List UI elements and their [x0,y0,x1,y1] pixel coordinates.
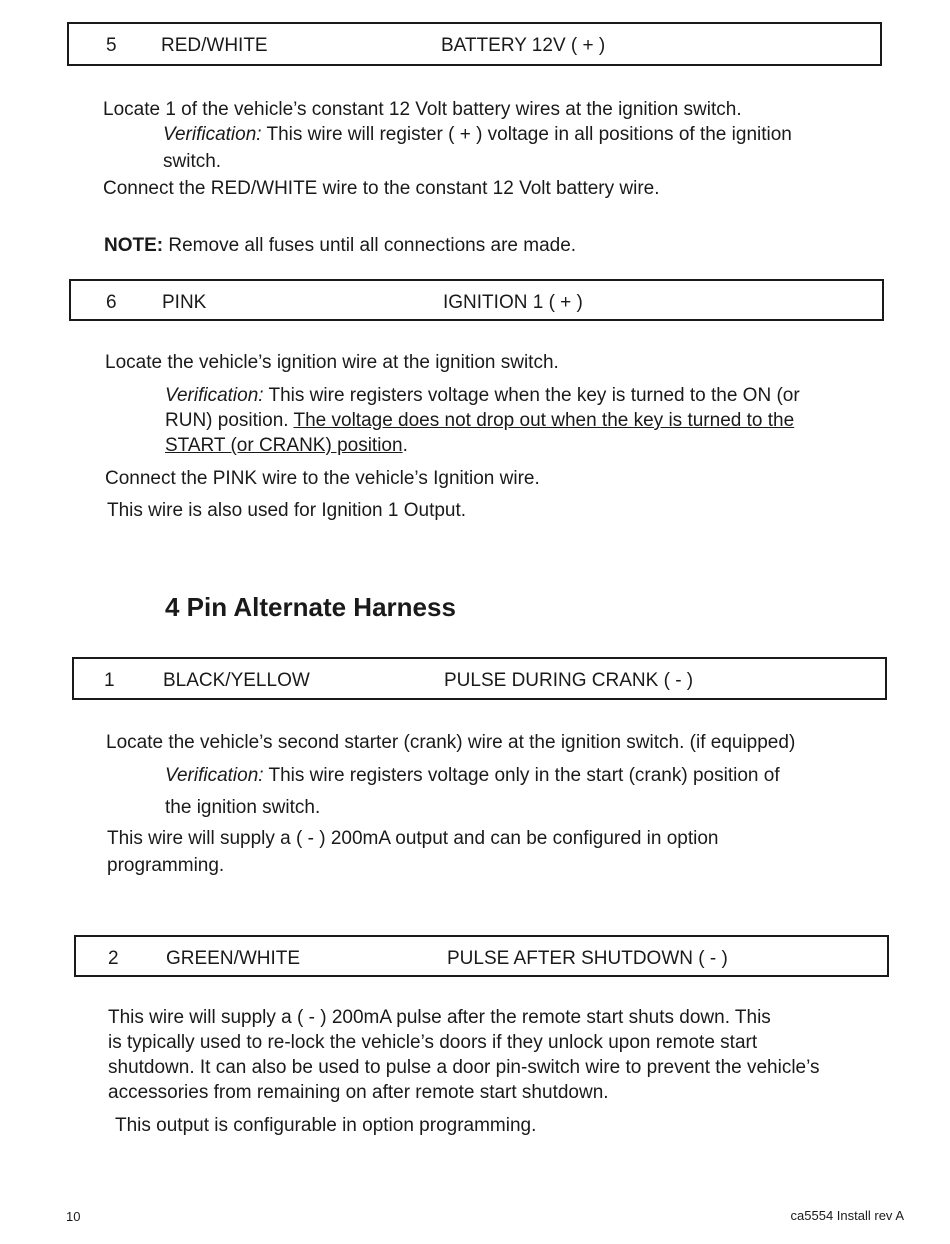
wire-pin: 2 [108,948,119,969]
section3-locate: Locate the vehicle’s second starter (crank) wire at the ignition switch. (if equipped) [106,732,796,753]
section4-line1: This wire will supply a ( - ) 200mA pulse after the remote start shuts down. This [108,1007,771,1028]
wire-row-red-white [67,22,882,66]
section3-supply-line1: This wire will supply a ( - ) 200mA output and can be configured in option [107,828,719,849]
note: NOTE: Remove all fuses until all connections are made. [104,235,577,256]
section2-verification-line1: Verification: This wire registers voltage when the key is turned to the ON (or [165,385,800,406]
section3-supply-line2: programming. [107,855,225,876]
section4-line2: is typically used to re-lock the vehicle’s doors if they unlock upon remote start [108,1032,758,1053]
section2-locate: Locate the vehicle’s ignition wire at the ignition switch. [105,352,559,373]
wire-row-green-white [74,935,889,977]
wire-pin: 1 [104,670,115,691]
wire-function: IGNITION 1 ( + ) [443,292,583,313]
wire-color: RED/WHITE [161,35,268,56]
section3-verification-line2: the ignition switch. [165,797,321,818]
section2-verification-line3: START (or CRANK) position. [165,435,408,456]
wire-function: BATTERY 12V ( + ) [441,35,606,56]
section2-connect: Connect the PINK wire to the vehicle’s Ignition wire. [105,468,540,489]
section1-verification-line1: Verification: This wire will register ( + ) voltage in all positions of the ignition [163,124,792,145]
wire-row-black-yellow [72,657,887,700]
section4-line4: accessories from remaining on after remote start shutdown. [108,1082,609,1103]
wire-pin: 6 [106,292,117,313]
verification-label: Verification: [165,385,264,406]
wire-color: BLACK/YELLOW [163,670,310,691]
section4-line5: This output is configurable in option programming. [115,1115,537,1136]
section2-verification-line2: RUN) position. The voltage does not drop out when the key is turned to the [165,410,795,431]
section4-line3: shutdown. It can also be used to pulse a door pin-switch wire to prevent the vehicle’s [108,1057,820,1078]
section-heading: 4 Pin Alternate Harness [165,592,456,622]
verification-label: Verification: [165,765,264,786]
wire-color: GREEN/WHITE [166,948,301,969]
section3-verification-line1: Verification: This wire registers voltage only in the start (crank) position of [165,765,780,786]
page-number: 10 [66,1209,81,1224]
section1-locate: Locate 1 of the vehicle’s constant 12 Volt battery wires at the ignition switch. [103,99,742,120]
verification-label: Verification: [163,124,262,145]
section1-connect: Connect the RED/WHITE wire to the constant 12 Volt battery wire. [103,178,660,199]
note-label: NOTE: [104,235,164,256]
section1-verification-line2: switch. [163,151,222,172]
section2-also: This wire is also used for Ignition 1 Output. [107,500,467,521]
wire-row-pink [69,279,884,321]
wire-function: PULSE AFTER SHUTDOWN ( - ) [447,948,728,969]
document-id: ca5554 Install rev A [790,1208,904,1223]
wire-color: PINK [162,292,207,313]
wire-pin: 5 [106,35,117,56]
wire-function: PULSE DURING CRANK ( - ) [444,670,694,691]
